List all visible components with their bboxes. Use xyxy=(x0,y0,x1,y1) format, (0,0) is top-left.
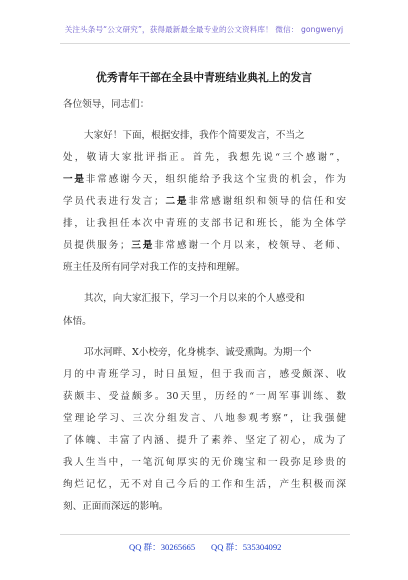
para1-line5: 排，让我担任本次中青班的支部书记和班长，能为全体学 xyxy=(63,218,346,229)
para1-line4-text: 学员代表进行发言； xyxy=(63,196,164,207)
header-divider xyxy=(60,43,350,44)
para1-line4 xyxy=(63,196,346,208)
wechat-id: gongwenyj xyxy=(300,25,344,34)
wechat-label: 微信： xyxy=(275,25,299,34)
para1-line6-rest: 非常感谢一个月以来，校领导、老师、 xyxy=(154,240,347,251)
footer-qq-group-1: QQ 群：30265665 xyxy=(129,542,196,552)
para3-line4: 堂理论学习、三次分组发言、八地参观考察”，让我强健 xyxy=(63,413,346,424)
para3-line7: 绚烂记忆，无不对自己今后的工作和生活，产生积极而深 xyxy=(63,479,346,490)
para2-line1: 其次，向大家汇报下，学习一个月以来的个人感受和 xyxy=(84,293,305,304)
para1-line4-rest: 非常感谢组织和领导的信任和安 xyxy=(188,196,347,207)
footer-qq-group-2: QQ 群：535304092 xyxy=(211,542,282,552)
top-banner xyxy=(0,24,408,35)
point-two-marker: 二是 xyxy=(163,196,189,207)
para3-line6: 我人生当中，一笔沉甸厚实的无价瑰宝和一段弥足珍贵的 xyxy=(63,457,346,468)
salutation: 各位领导，同志们： xyxy=(63,99,150,110)
para1-line7: 班主任及所有同学对我工作的支持和理解。 xyxy=(63,262,246,273)
footer-divider xyxy=(60,534,350,535)
para3-line5: 了体魄、丰富了内涵、提升了素养、坚定了初心，成为了 xyxy=(63,435,346,446)
para3-line3: 获颇丰、受益颇多。30天里，历经的“一周军事训练、数 xyxy=(63,391,346,402)
para3-line1: 邛水河畔、X小校旁，化身桃李、诚受熏陶。为期一个 xyxy=(84,347,312,358)
para1-line6 xyxy=(63,240,346,252)
para3-line8: 刻、正面而深远的影响。 xyxy=(63,501,169,512)
para1-line2: 处，敬请大家批评指正。首先，我想先说“三个感谢”， xyxy=(63,152,346,163)
para1-line3 xyxy=(63,174,346,186)
para1-line6-text: 员提供服务； xyxy=(63,240,130,251)
para3-line2: 月的中青班学习，时日虽短，但于我而言，感受颇深、收 xyxy=(63,369,346,380)
point-three-marker: 三是 xyxy=(129,240,155,251)
para1-line1: 大家好！下面，根据安排，我作个简要发言，不当之 xyxy=(84,130,305,141)
point-one-marker: 一是 xyxy=(63,174,86,185)
document-title: 优秀青年干部在全县中青班结业典礼上的发言 xyxy=(96,71,312,84)
para1-line3-text: 非常感谢今天，组织能给予我这个宝贵的机会，作为 xyxy=(85,174,347,185)
banner-text: 关注头条号“公文研究”，获得最新最全最专业的公文资料库！ xyxy=(64,25,273,34)
para2-line2: 体悟。 xyxy=(63,316,92,327)
